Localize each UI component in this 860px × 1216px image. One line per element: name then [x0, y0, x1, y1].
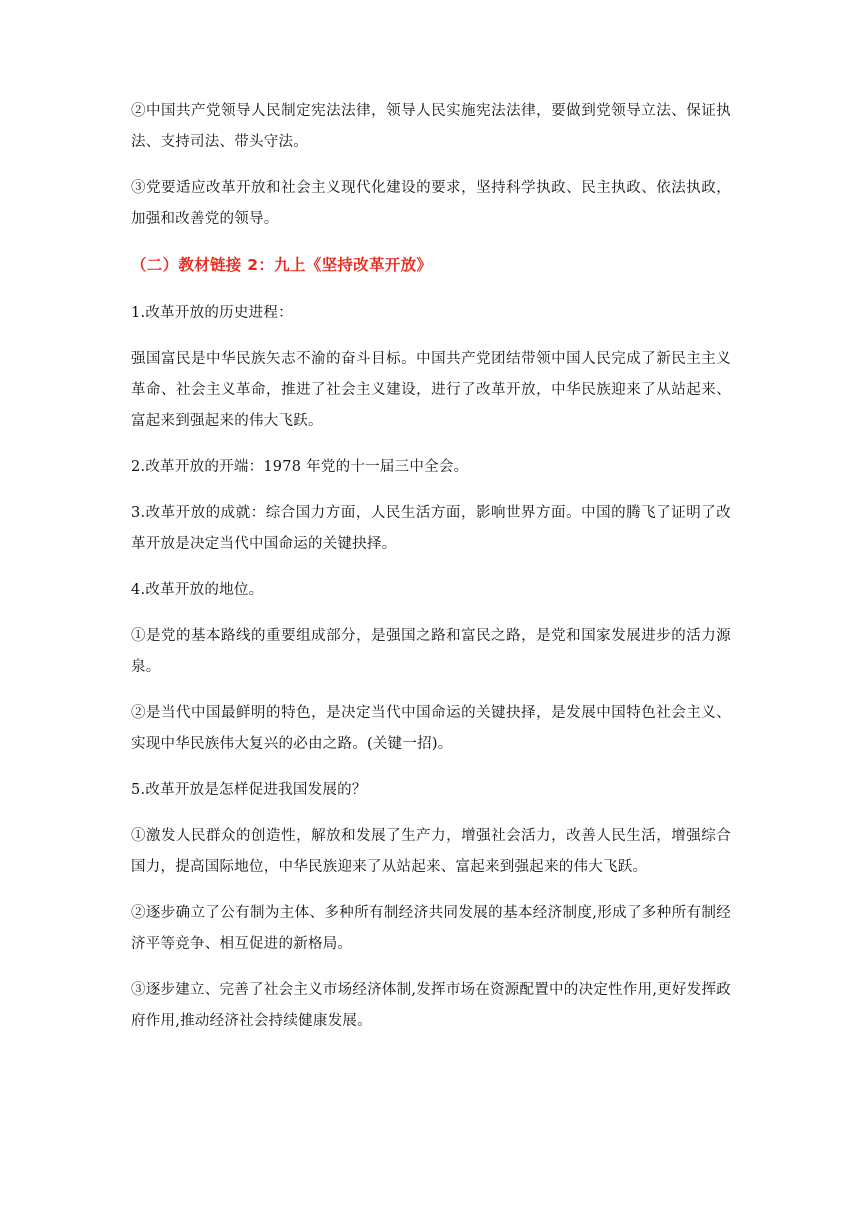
paragraph-promotion-3: ③逐步建立、完善了社会主义市场经济体制,发挥市场在资源配置中的决定性作用,更好发挥政府作用,推动经济社会持续健康发展。 — [131, 982, 731, 1029]
paragraph-promotion-1: ①激发人民群众的创造性，解放和发展了生产力，增强社会活力，改善人民生活，增强综合国力，提高国际地位，中华民族迎来了从站起来、富起来到强起来的伟大飞跃。 — [131, 828, 731, 875]
paragraph-party-rule-of-law: ②中国共产党领导人民制定宪法法律，领导人民实施宪法法律，要做到党领导立法、保证执法、支持司法、带头守法。 — [131, 103, 731, 150]
paragraph-status-2: ②是当代中国最鲜明的特色，是决定当代中国命运的关键抉择，是发展中国特色社会主义、实现中华民族伟大复兴的必由之路。(关键一招)。 — [131, 705, 731, 752]
paragraph-status-title: 4.改革开放的地位。 — [131, 582, 264, 598]
paragraph-history-text: 强国富民是中华民族矢志不渝的奋斗目标。中国共产党团结带领中国人民完成了新民主主义革命、社会主义革命，推进了社会主义建设，进行了改革开放，中华民族迎来了从站起来、富起来到强起来的伟大飞跃。 — [131, 351, 731, 429]
paragraph-promotion-title: 5.改革开放是怎样促进我国发展的？ — [131, 782, 367, 798]
paragraph-party-governance: ③党要适应改革开放和社会主义现代化建设的要求，坚持科学执政、民主执政、依法执政，加强和改善党的领导。 — [131, 180, 731, 227]
page-content — [131, 96, 731, 1052]
paragraph-promotion-2: ②逐步确立了公有制为主体、多种所有制经济共同发展的基本经济制度,形成了多种所有制经济平等竞争、相互促进的新格局。 — [131, 905, 731, 952]
paragraph-history-title: 1.改革开放的历史进程： — [131, 305, 293, 321]
section-heading: （二）教材链接 2：九上《坚持改革开放》 — [131, 256, 433, 274]
paragraph-status-1: ①是党的基本路线的重要组成部分，是强国之路和富民之路，是党和国家发展进步的活力源泉。 — [131, 628, 731, 675]
paragraph-achievements: 3.改革开放的成就：综合国力方面，人民生活方面，影响世界方面。中国的腾飞了证明了改革开放是决定当代中国命运的关键抉择。 — [131, 505, 731, 552]
paragraph-beginning: 2.改革开放的开端：1978 年党的十一届三中全会。 — [131, 459, 469, 475]
